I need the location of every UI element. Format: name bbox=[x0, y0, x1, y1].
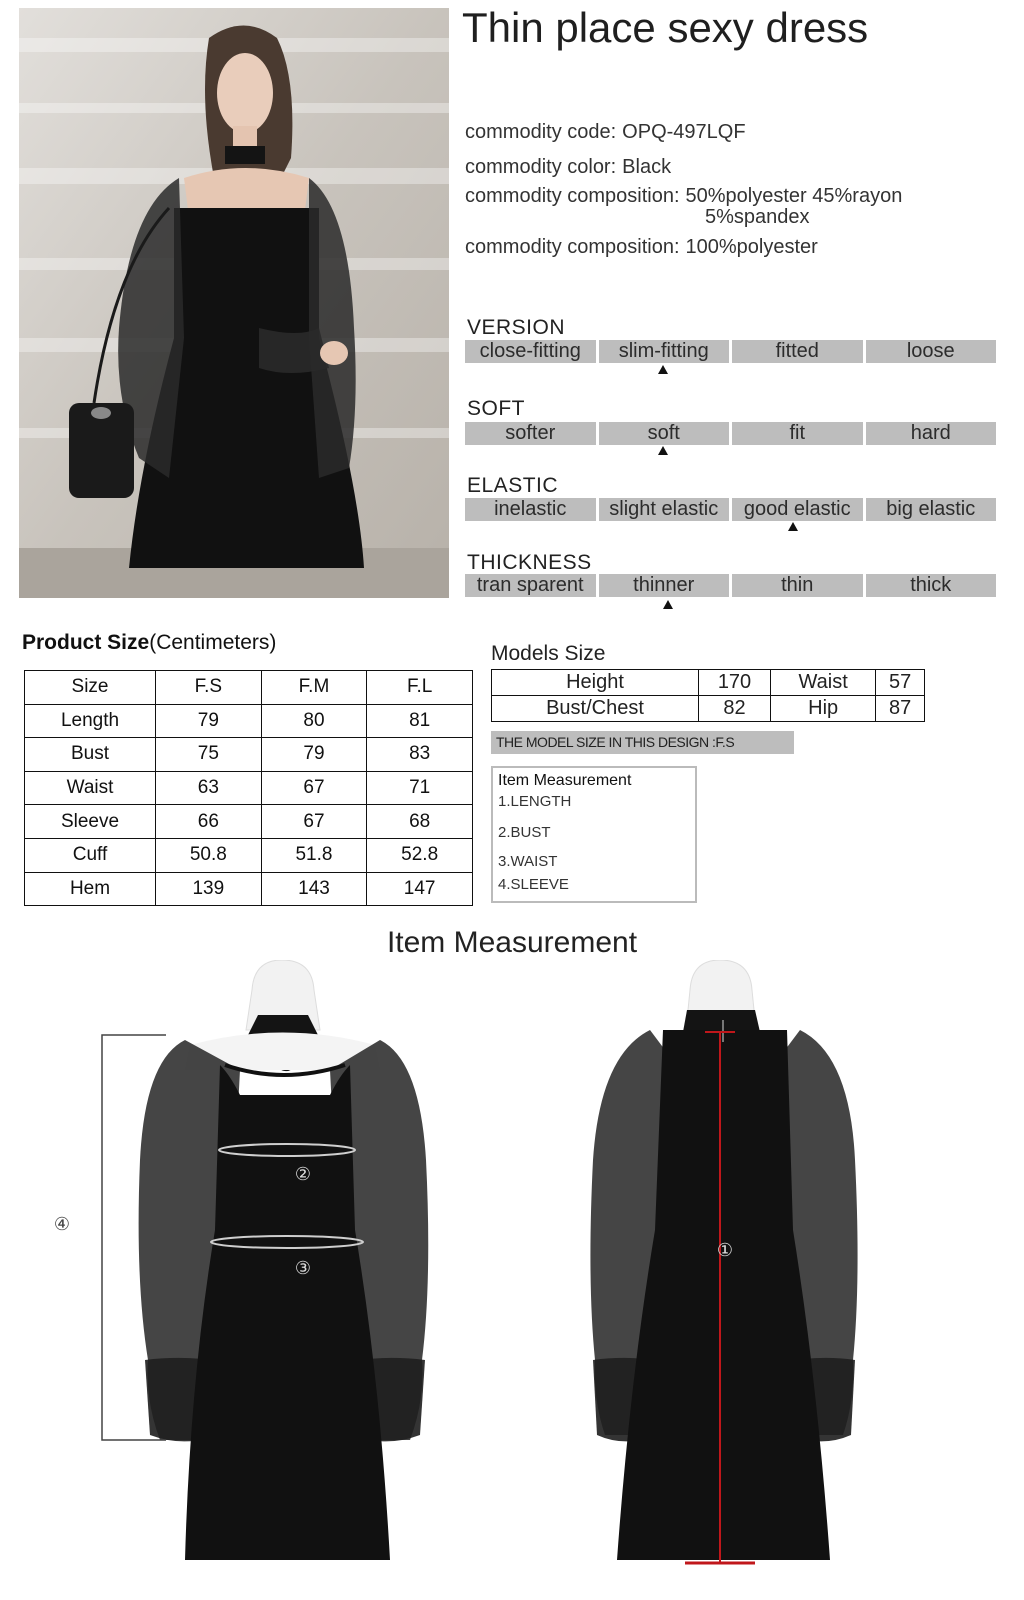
table-cell: Hem bbox=[25, 872, 156, 906]
table-cell: Hip bbox=[771, 696, 876, 722]
attr-option: big elastic bbox=[866, 498, 997, 521]
table-row bbox=[25, 838, 473, 872]
product-size-label: Product Size bbox=[22, 631, 150, 654]
attr-option: thinner bbox=[599, 574, 730, 597]
table-cell: 51.8 bbox=[261, 838, 367, 872]
table-row bbox=[25, 872, 473, 906]
table-cell: 81 bbox=[367, 704, 473, 738]
attr-option: slim-fitting bbox=[599, 340, 730, 363]
table-header-cell: F.S bbox=[156, 671, 262, 705]
table-header-cell: F.M bbox=[261, 671, 367, 705]
info-commodity-code bbox=[465, 121, 746, 144]
models-size-table bbox=[491, 669, 925, 722]
table-row bbox=[25, 771, 473, 805]
table-cell: 170 bbox=[699, 670, 771, 696]
attr-version-scale bbox=[465, 340, 996, 363]
attr-elastic-scale bbox=[465, 498, 996, 521]
table-cell: Length bbox=[25, 704, 156, 738]
model-photo-illustration bbox=[19, 8, 449, 598]
attr-option: loose bbox=[866, 340, 997, 363]
attr-option: thick bbox=[866, 574, 997, 597]
models-size-title: Models Size bbox=[491, 642, 606, 665]
table-cell: 71 bbox=[367, 771, 473, 805]
dress-front-illustration bbox=[50, 960, 500, 1600]
marker-sleeve: ④ bbox=[53, 1214, 71, 1235]
table-cell: 52.8 bbox=[367, 838, 473, 872]
table-row bbox=[492, 670, 925, 696]
attr-option: inelastic bbox=[465, 498, 596, 521]
table-cell: 147 bbox=[367, 872, 473, 906]
attr-option: fitted bbox=[732, 340, 863, 363]
attr-soft-heading: SOFT bbox=[467, 397, 525, 420]
attr-option: hard bbox=[866, 422, 997, 445]
product-size-unit: (Centimeters) bbox=[149, 631, 277, 654]
table-cell: Waist bbox=[771, 670, 876, 696]
attr-elastic-heading: ELASTIC bbox=[467, 474, 559, 497]
product-size-table bbox=[24, 670, 473, 906]
info-value: OPQ-497LQF bbox=[622, 121, 746, 143]
table-cell: Cuff bbox=[25, 838, 156, 872]
info-value: 100%polyester bbox=[685, 236, 818, 258]
table-cell: 79 bbox=[156, 704, 262, 738]
attr-option: thin bbox=[732, 574, 863, 597]
info-label: commodity composition: bbox=[465, 185, 680, 207]
info-commodity-color bbox=[465, 156, 671, 179]
table-cell: 67 bbox=[261, 771, 367, 805]
selected-marker-icon bbox=[788, 522, 798, 531]
info-value: Black bbox=[622, 156, 672, 178]
attr-option: slight elastic bbox=[599, 498, 730, 521]
table-header-row bbox=[25, 671, 473, 705]
product-size-title bbox=[22, 631, 276, 655]
legend-item: 3.WAIST bbox=[498, 853, 558, 870]
dress-back-illustration bbox=[555, 960, 925, 1600]
info-label: commodity color: bbox=[465, 156, 617, 178]
attr-thickness-heading: THICKNESS bbox=[467, 551, 592, 574]
table-cell: 80 bbox=[261, 704, 367, 738]
selected-marker-icon bbox=[658, 446, 668, 455]
product-title: Thin place sexy dress bbox=[462, 4, 869, 51]
table-cell: 66 bbox=[156, 805, 262, 839]
table-cell: 87 bbox=[876, 696, 925, 722]
table-cell: Bust bbox=[25, 738, 156, 772]
table-cell: 143 bbox=[261, 872, 367, 906]
selected-marker-icon bbox=[663, 600, 673, 609]
model-photo bbox=[19, 8, 449, 598]
attr-version-heading: VERSION bbox=[467, 316, 566, 339]
table-cell: 57 bbox=[876, 670, 925, 696]
table-cell: 82 bbox=[699, 696, 771, 722]
table-cell: 68 bbox=[367, 805, 473, 839]
info-commodity-composition-2 bbox=[465, 236, 818, 259]
attr-thickness-scale bbox=[465, 574, 996, 597]
legend-item: 1.LENGTH bbox=[498, 793, 572, 810]
table-cell: 63 bbox=[156, 771, 262, 805]
info-value: 50%polyester 45%rayon bbox=[685, 185, 903, 207]
table-row bbox=[492, 696, 925, 722]
table-row bbox=[25, 805, 473, 839]
model-size-note: THE MODEL SIZE IN THIS DESIGN :F.S bbox=[491, 731, 794, 754]
attr-option: softer bbox=[465, 422, 596, 445]
selected-marker-icon bbox=[658, 365, 668, 374]
table-cell: 50.8 bbox=[156, 838, 262, 872]
info-label: commodity code: bbox=[465, 121, 617, 143]
legend-item: 2.BUST bbox=[498, 824, 551, 841]
table-header-cell: Size bbox=[25, 671, 156, 705]
marker-bust: ② bbox=[294, 1164, 312, 1185]
table-cell: 75 bbox=[156, 738, 262, 772]
table-cell: Bust/Chest bbox=[492, 696, 699, 722]
info-commodity-composition bbox=[465, 185, 902, 208]
table-row bbox=[25, 738, 473, 772]
item-measurement-title: Item Measurement bbox=[386, 926, 638, 959]
measurement-legend bbox=[491, 766, 697, 903]
table-header-cell: F.L bbox=[367, 671, 473, 705]
attr-option: tran sparent bbox=[465, 574, 596, 597]
marker-length: ① bbox=[716, 1240, 734, 1261]
attr-soft-scale bbox=[465, 422, 996, 445]
measurement-legend-heading: Item Measurement bbox=[498, 772, 632, 789]
attr-option: soft bbox=[599, 422, 730, 445]
info-composition-line2: 5%spandex bbox=[705, 206, 810, 228]
table-cell: Waist bbox=[25, 771, 156, 805]
attr-option: close-fitting bbox=[465, 340, 596, 363]
attr-option: fit bbox=[732, 422, 863, 445]
marker-waist: ③ bbox=[294, 1258, 312, 1279]
attr-option: good elastic bbox=[732, 498, 863, 521]
table-cell: Height bbox=[492, 670, 699, 696]
table-cell: 83 bbox=[367, 738, 473, 772]
table-cell: 79 bbox=[261, 738, 367, 772]
table-cell: Sleeve bbox=[25, 805, 156, 839]
legend-item: 4.SLEEVE bbox=[498, 876, 569, 893]
table-cell: 139 bbox=[156, 872, 262, 906]
table-cell: 67 bbox=[261, 805, 367, 839]
table-row bbox=[25, 704, 473, 738]
info-label: commodity composition: bbox=[465, 236, 680, 258]
